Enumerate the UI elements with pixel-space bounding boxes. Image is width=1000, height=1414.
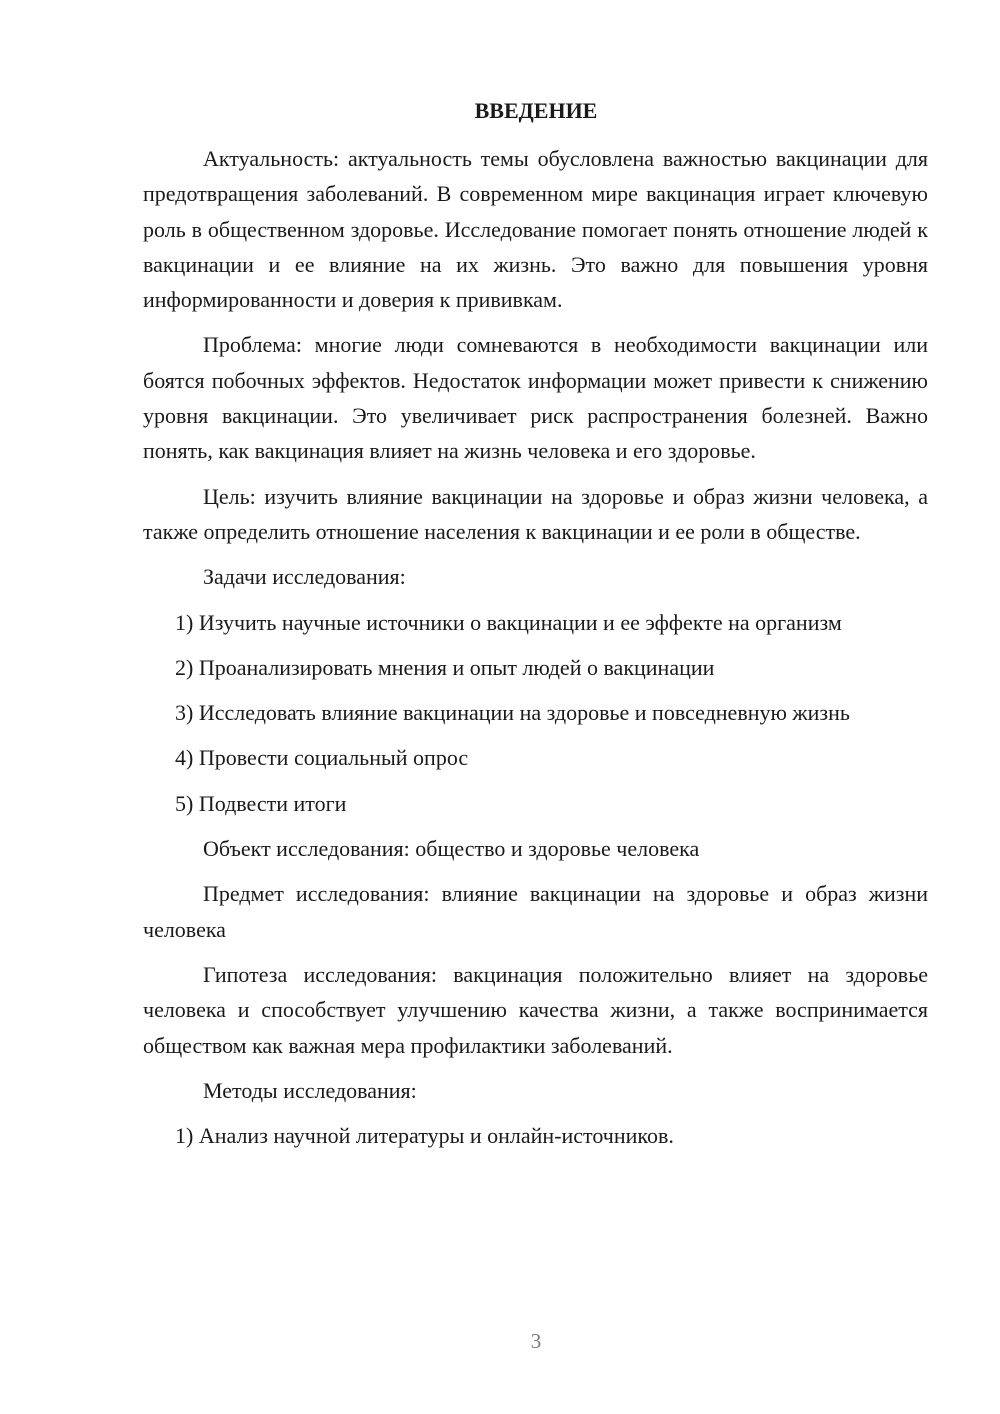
paragraph-subject: Предмет исследования: влияние вакцинации на здоровье и образ жизни человека — [143, 881, 928, 942]
task-item-3: 3) Исследовать влияние вакцинации на здоровье и повседневную жизнь — [175, 700, 850, 726]
page-number: 3 — [530, 1329, 542, 1353]
paragraph-methods-title: Методы исследования: — [203, 1077, 417, 1103]
task-item-2: 2) Проанализировать мнения и опыт людей о вакцинации — [175, 654, 715, 680]
paragraph-goal: Цель: изучить влияние вакцинации на здоровье и образ жизни человека, а также определить отношение населения к вакцинации и ее роли в обществе. — [143, 483, 928, 544]
task-item-1: 1) Изучить научные источники о вакцинации и ее эффекте на организм — [175, 609, 842, 635]
task-item-4: 4) Провести социальный опрос — [175, 745, 469, 771]
paragraph-hypothesis: Гипотеза исследования: вакцинация положительно влияет на здоровье человека и способствует улучшению качества жизни, а также воспринимается обществом как важная мера профилактики заболеваний. — [143, 961, 928, 1058]
paragraph-object: Объект исследования: общество и здоровье человека — [203, 836, 700, 862]
paragraph-tasks-title: Задачи исследования: — [203, 564, 406, 590]
page-heading: ВВЕДЕНИЕ — [474, 98, 598, 123]
paragraph-relevance: Актуальность: актуальность темы обусловлена важностью вакцинации для предотвращения заболеваний. В современном мире вакцинация играет ключевую роль в общественном здоровье. Исследование помогает понять отношение людей к вакцинации и ее влияние на их жизнь. Это важно для повышения уровня информированности и доверия к прививкам. — [143, 146, 928, 313]
method-item-1: 1) Анализ научной литературы и онлайн-источников. — [175, 1123, 674, 1149]
body-text — [143, 141, 928, 1163]
task-item-5: 5) Подвести итоги — [175, 790, 347, 816]
paragraph-problem: Проблема: многие люди сомневаются в необходимости вакцинации или боятся побочных эффектов. Недостаток информации может привести к снижению уровня вакцинации. Это увеличивает риск распространения болезней. Важно понять, как вакцинация влияет на жизнь человека и его здоровье. — [143, 332, 928, 464]
